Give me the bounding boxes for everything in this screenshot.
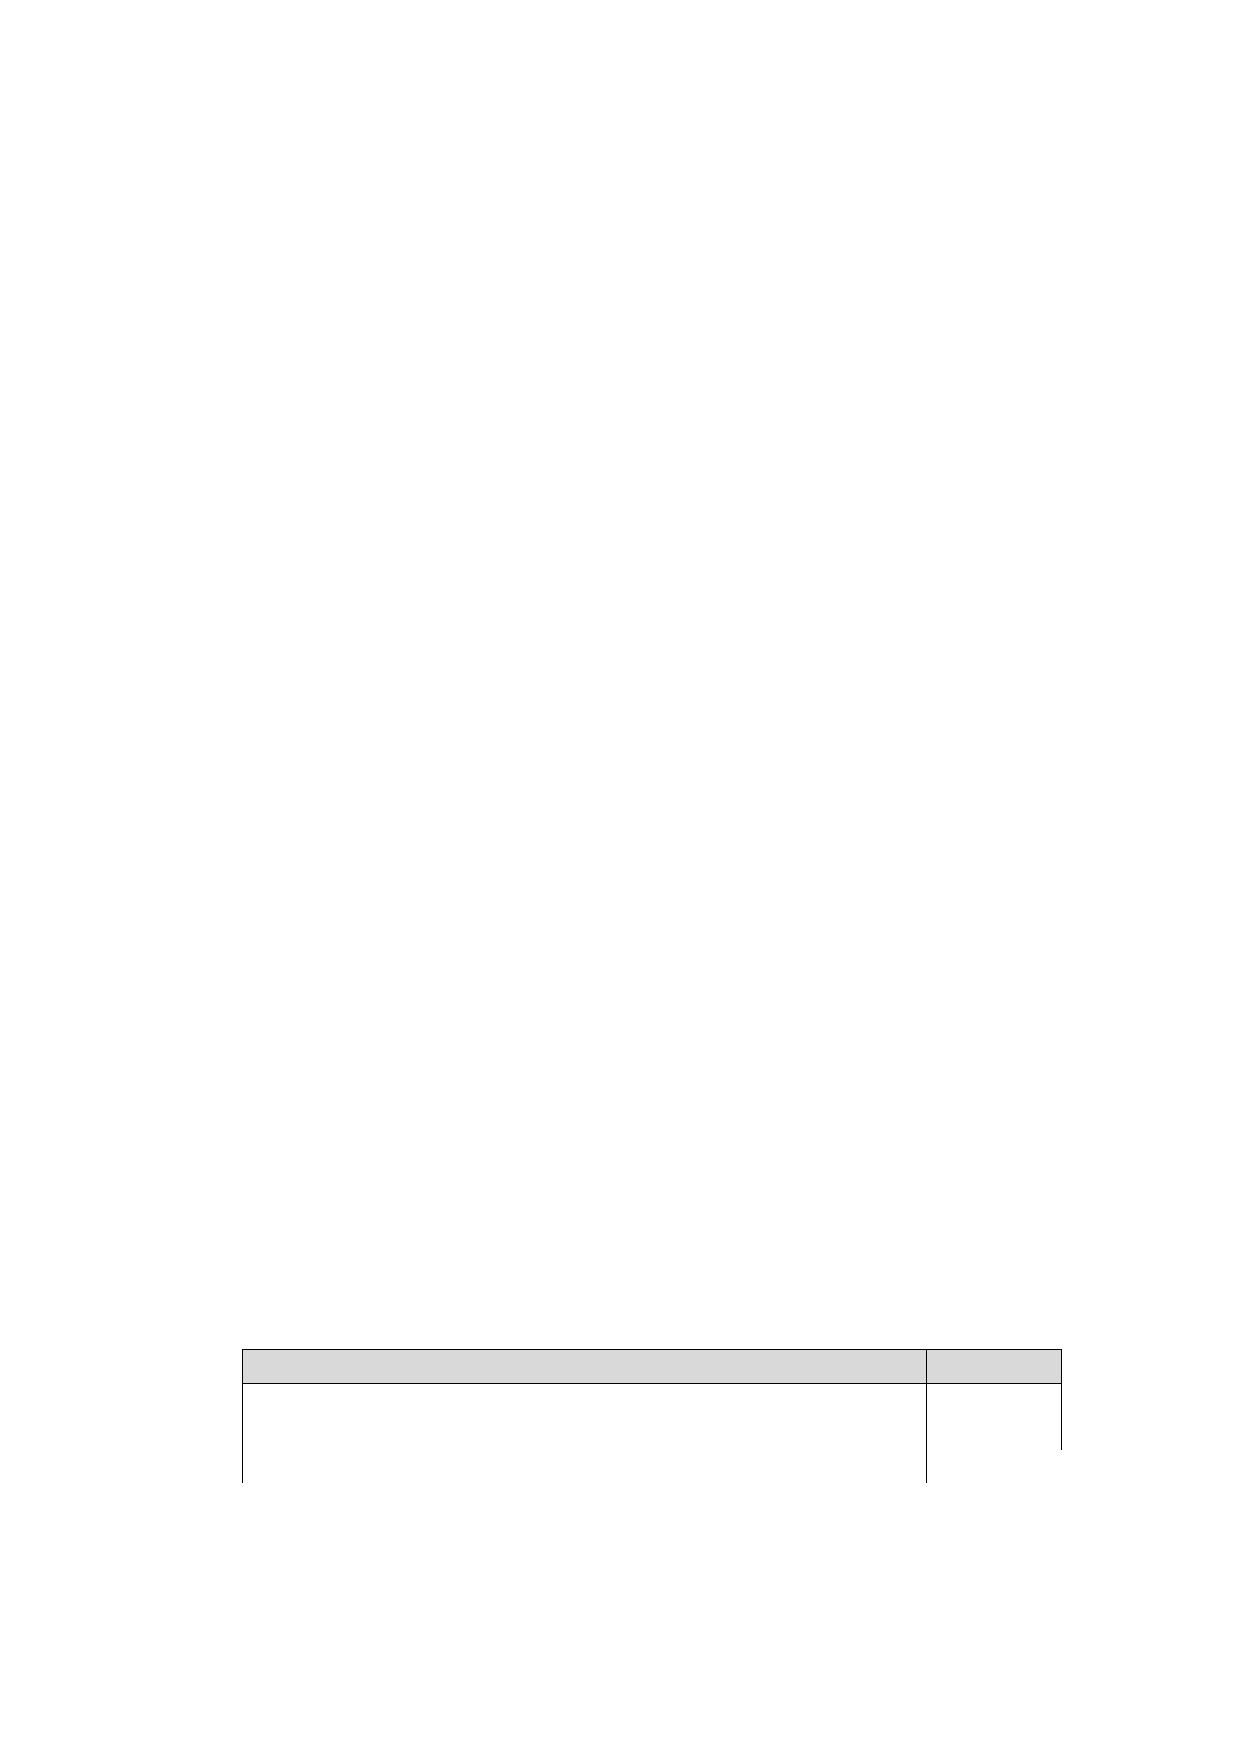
table-row <box>243 1417 1062 1450</box>
row-amount <box>927 1417 1062 1450</box>
row-label <box>243 1450 927 1483</box>
row-amount <box>927 1384 1062 1418</box>
table-header-label <box>243 1350 927 1384</box>
row-label <box>243 1417 927 1450</box>
table-row <box>243 1450 1062 1483</box>
table-header-row <box>243 1350 1062 1384</box>
table-row <box>243 1384 1062 1418</box>
row-label <box>243 1384 927 1418</box>
table-header-amount <box>927 1350 1062 1384</box>
ppe-table <box>242 1349 1062 1483</box>
